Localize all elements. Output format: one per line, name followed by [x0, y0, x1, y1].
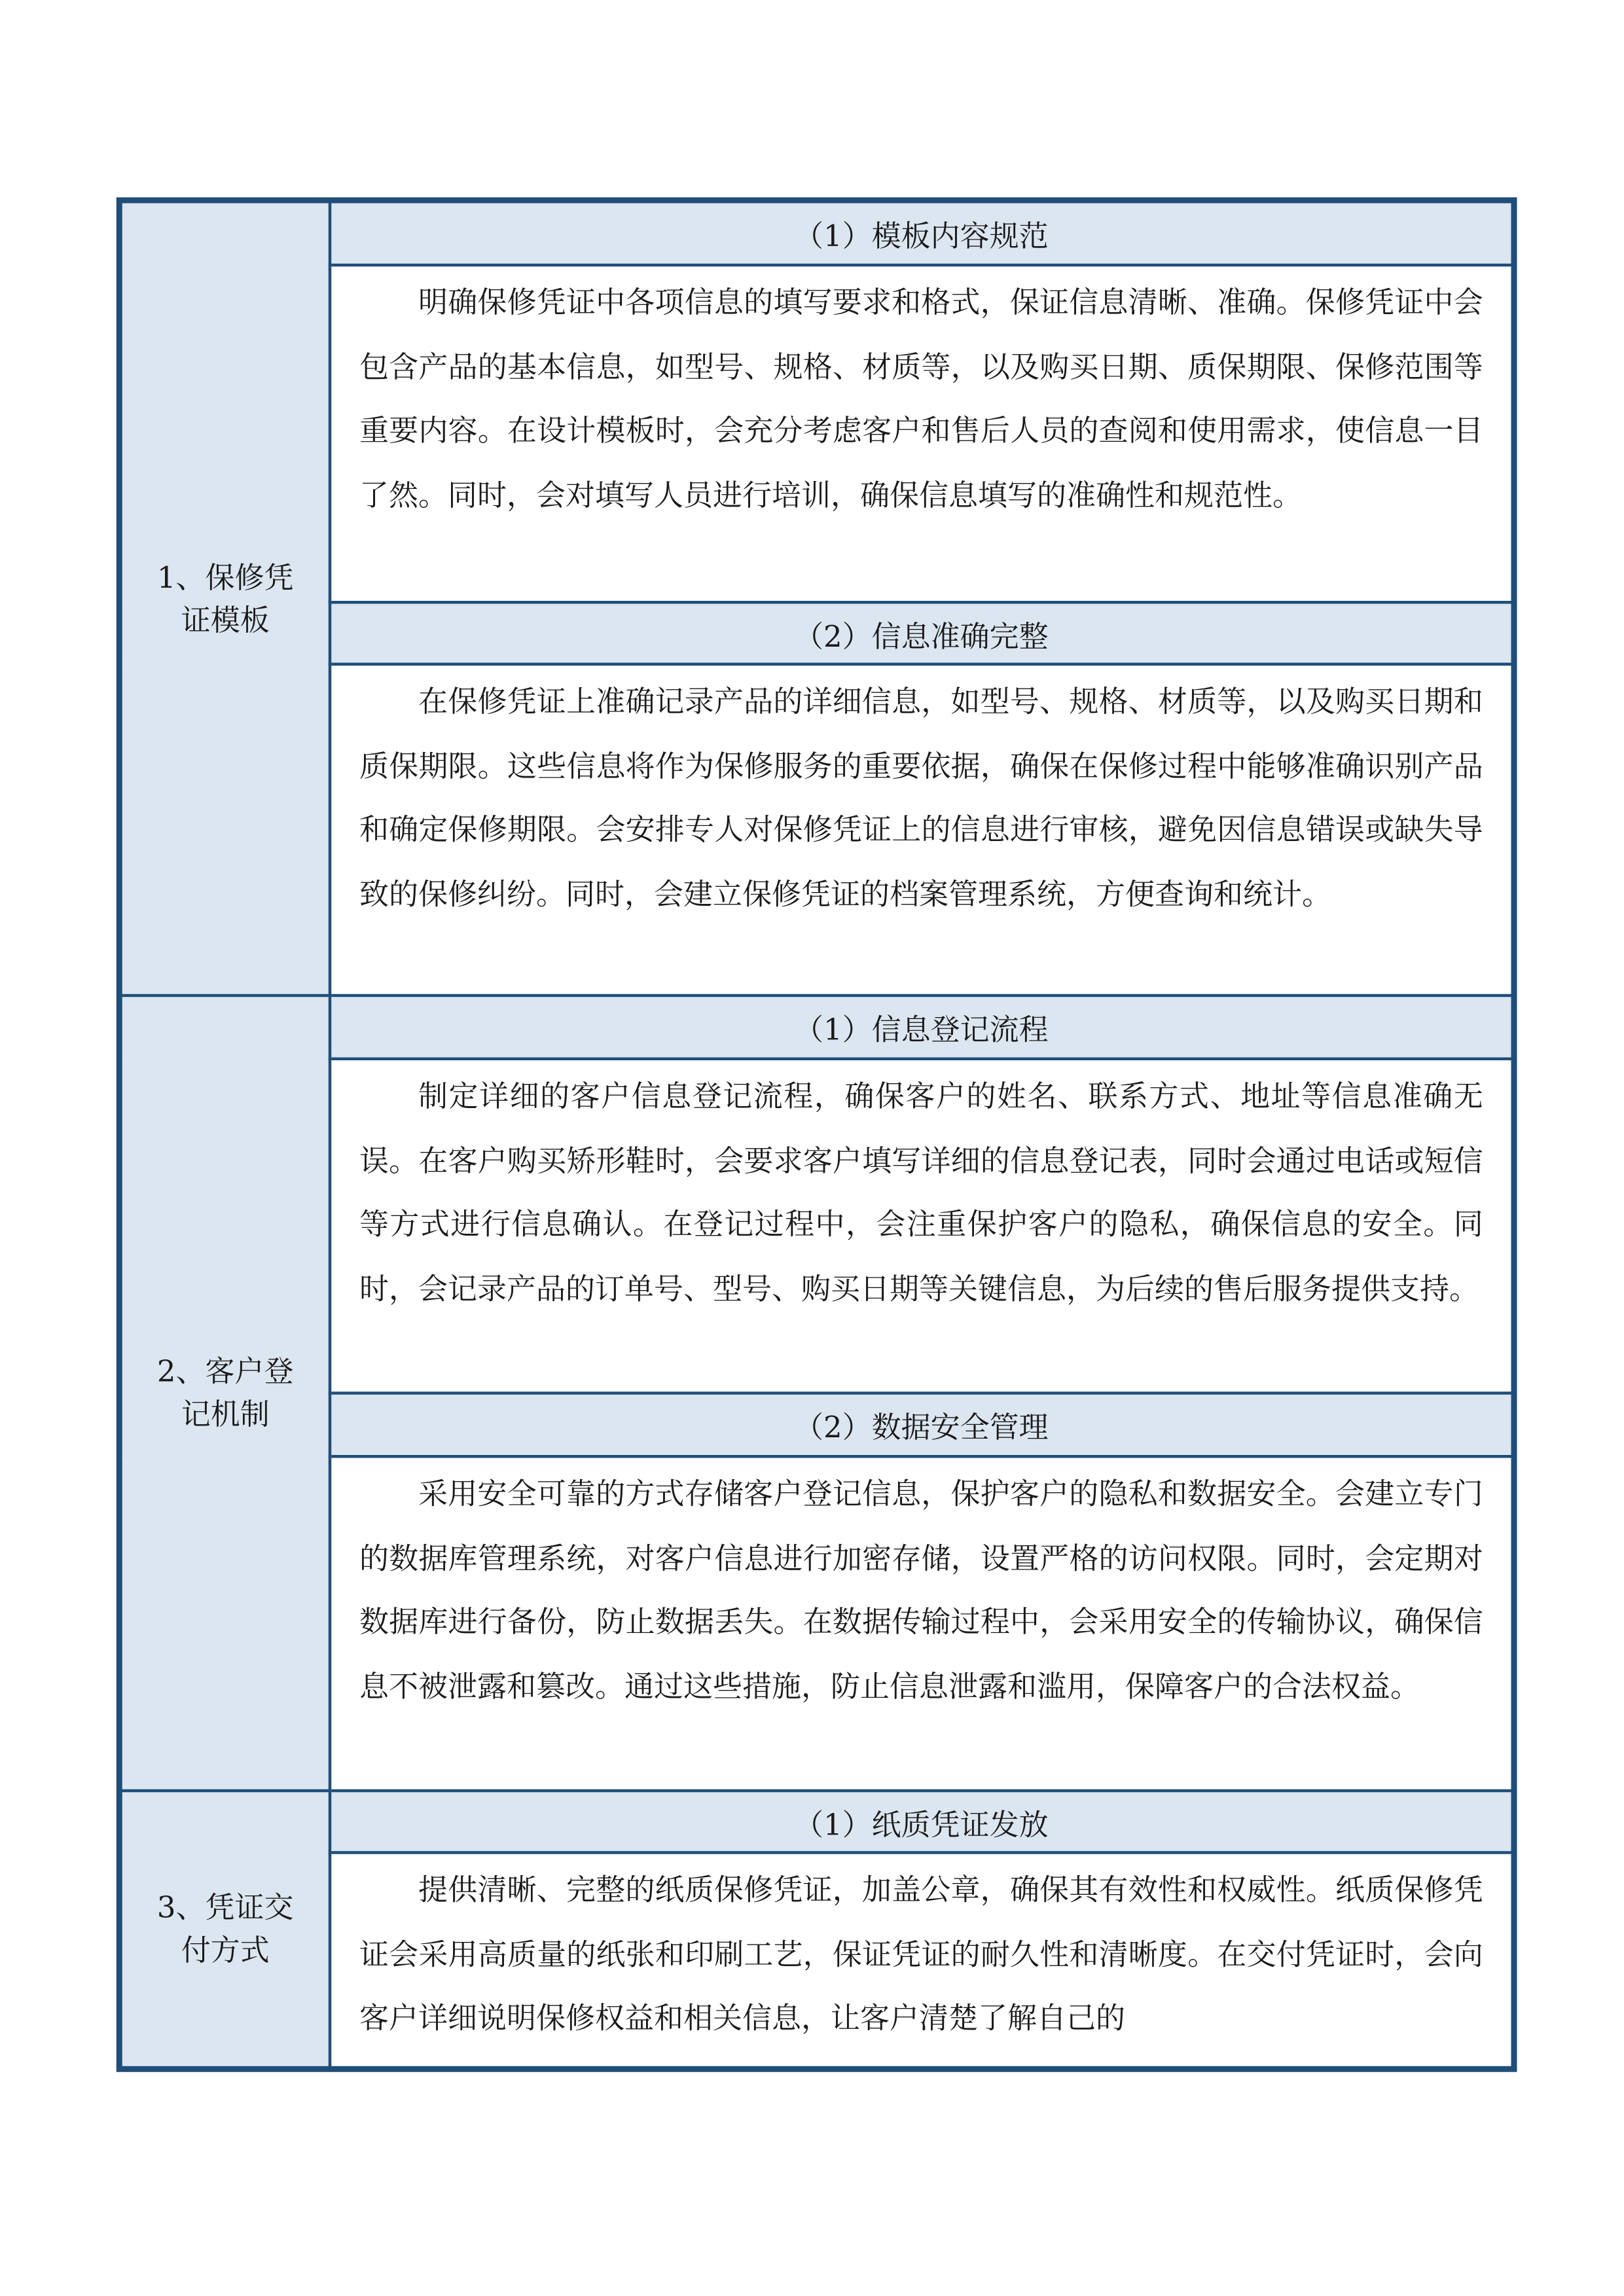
- table-row: [121, 664, 1513, 996]
- table-row: [121, 1059, 1513, 1393]
- body-cell: [330, 1853, 1513, 2067]
- paragraph: 采用安全可靠的方式存储客户登记信息，保护客户的隐私和数据安全。会建立专门的数据库管理系统，对客户信息进行加密存储，设置严格的访问权限。同时，会定期对数据库进行备份，防止数据丢失。在数据传输过程中，会采用安全的传输协议，确保信息不被泄露和篡改。通过这些措施，防止信息泄露和滥用，保障客户的合法权益。: [359, 1475, 1483, 1704]
- warranty-voucher-table: [119, 200, 1514, 2068]
- paragraph: 提供清晰、完整的纸质保修凭证，加盖公章，确保其有效性和权威性。纸质保修凭证会采用高质量的纸张和印刷工艺，保证凭证的耐久性和清晰度。在交付凭证时，会向客户详细说明保修权益和相关信息，让客户清楚了解自己的: [359, 1871, 1483, 2036]
- sub-heading: （1）信息登记流程: [330, 996, 1513, 1059]
- paragraph: 在保修凭证上准确记录产品的详细信息，如型号、规格、材质等，以及购买日期和质保期限。这些信息将作为保修服务的重要依据，确保在保修过程中能够准确识别产品和确定保修期限。会安排专人对保修凭证上的信息进行审核，避免因信息错误或缺失导致的保修纠纷。同时，会建立保修凭证的档案管理系统，方便查询和统计。: [359, 683, 1483, 911]
- body-cell: [330, 664, 1513, 996]
- section-label-voucher-delivery: 3、凭证交付方式: [121, 1791, 331, 2067]
- sub-heading: （2）信息准确完整: [330, 602, 1513, 664]
- paragraph: 制定详细的客户信息登记流程，确保客户的姓名、联系方式、地址等信息准确无误。在客户购买矫形鞋时，会要求客户填写详细的信息登记表，同时会通过电话或短信等方式进行信息确认。在登记过程中，会注重保护客户的隐私，确保信息的安全。同时，会记录产品的订单号、型号、购买日期等关键信息，为后续的售后服务提供支持。: [359, 1078, 1483, 1306]
- body-cell: [330, 1456, 1513, 1791]
- table-row: [121, 1791, 1513, 1853]
- table-row: [121, 202, 1513, 265]
- sub-heading: （1）纸质凭证发放: [330, 1791, 1513, 1853]
- sub-heading: （2）数据安全管理: [330, 1393, 1513, 1457]
- table-row: [121, 996, 1513, 1059]
- body-cell: [330, 1059, 1513, 1393]
- section-label-customer-registration: 2、客户登记机制: [121, 996, 331, 1791]
- paragraph: 明确保修凭证中各项信息的填写要求和格式，保证信息清晰、准确。保修凭证中会包含产品的基本信息，如型号、规格、材质等，以及购买日期、质保期限、保修范围等重要内容。在设计模板时，会充分考虑客户和售后人员的查阅和使用需求，使信息一目了然。同时，会对填写人员进行培训，确保信息填写的准确性和规范性。: [359, 284, 1483, 512]
- section-label-warranty-template: 1、保修凭证模板: [121, 202, 331, 996]
- table-row: [121, 1456, 1513, 1791]
- table-row: [121, 602, 1513, 664]
- table-row: [121, 265, 1513, 602]
- sub-heading: （1）模板内容规范: [330, 202, 1513, 265]
- table-row: [121, 1393, 1513, 1457]
- body-cell: [330, 265, 1513, 602]
- table-row: [121, 1853, 1513, 2067]
